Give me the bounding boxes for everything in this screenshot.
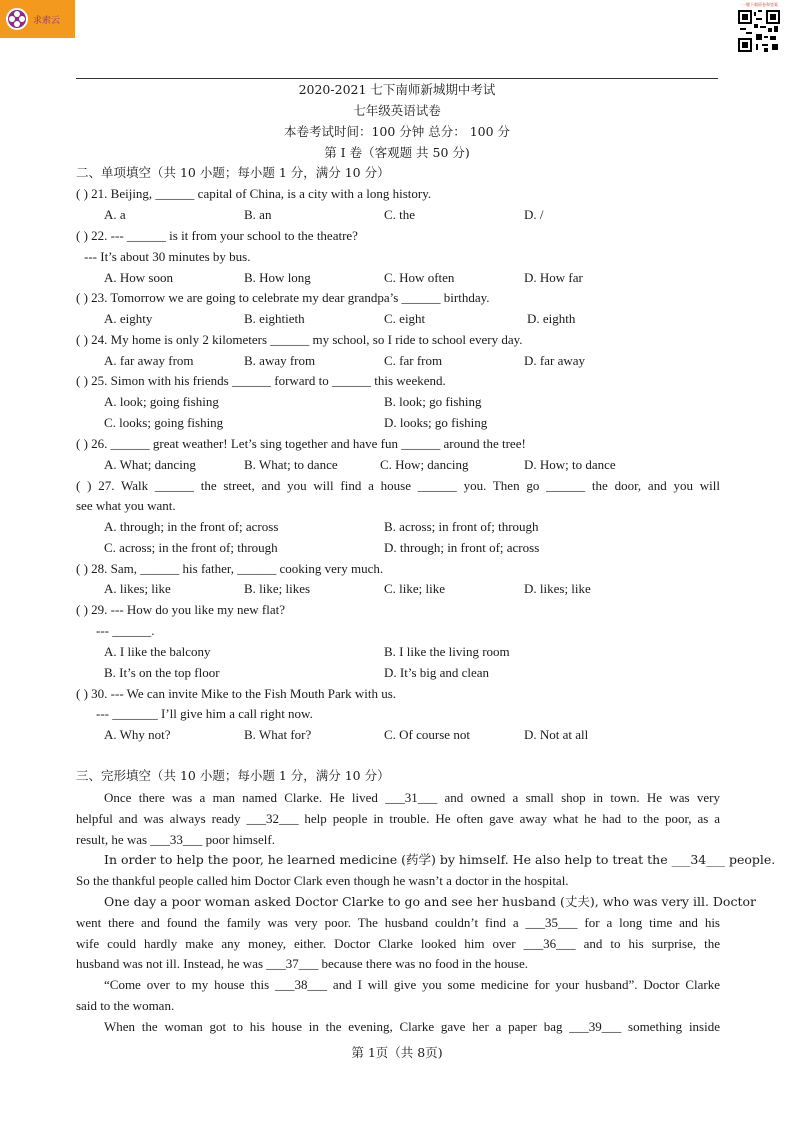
q24-option-d: D. far away <box>524 353 585 368</box>
logo-flower-icon <box>6 8 28 30</box>
header-rule <box>76 78 718 79</box>
q27-option-c: C. across; in the front of; through <box>104 540 278 555</box>
q30-option-d: D. Not at all <box>524 727 589 742</box>
q25-option-c: C. looks; going fishing <box>104 415 224 430</box>
question-22: ( ) 22. --- ______ is it from your school to the theatre? <box>76 228 358 243</box>
question-23: ( ) 23. Tomorrow we are going to celebrate my dear grandpa’s ______ birthday. <box>76 290 490 305</box>
cloze-line: wife could hardly make any money, either. Doctor Clarke looked him over ___36___ and to his surprise, the <box>76 936 720 951</box>
q24-option-c: C. far from <box>384 353 443 368</box>
q26-option-a: A. What; dancing <box>104 457 196 472</box>
q29-response: --- ______. <box>96 623 155 638</box>
q29-option-c: B. It’s on the top floor <box>104 665 220 680</box>
logo-text: 求索云 <box>33 15 61 26</box>
cloze-line: result, he was ___33___ poor himself. <box>76 832 275 847</box>
cloze-line: Once there was a man named Clarke. He lived ___31___ and owned a small shop in town. He was very <box>104 790 720 805</box>
cloze-line: So the thankful people called him Doctor Clark even though he wasn’t a doctor in the hospital. <box>76 873 569 888</box>
q22-option-d: D. How far <box>524 270 583 285</box>
q24-option-a: A. far away from <box>104 353 194 368</box>
q30-option-a: A. Why not? <box>104 727 171 742</box>
cloze-line: One day a poor woman asked Doctor Clarke to go and see her husband (丈夫), who was very ill. Doctor <box>104 894 756 909</box>
question-28: ( ) 28. Sam, ______ his father, ______ cooking very much. <box>76 561 384 576</box>
cloze-line: “Come over to my house this ___38___ and I will give you some medicine for your husband”. Doctor Clarke <box>104 977 720 992</box>
cloze-line: went there and found the family was very poor. The husband couldn’t find a ___35___ for a long time and his <box>76 915 720 930</box>
q23-option-a: A. eighty <box>104 311 153 326</box>
q23-option-b: B. eightieth <box>244 311 305 326</box>
cloze-line: helpful and was always ready ___32___ help people in trouble. He often gave away what he had to the poor, as a <box>76 811 720 826</box>
section-heading-single-choice: 二、单项填空（共 10 小题；每小题 1 分，满分 10 分） <box>76 165 390 180</box>
q29-option-b: B. I like the living room <box>384 644 510 659</box>
cloze-line: In order to help the poor, he learned medicine (药学) by himself. He also help to treat the ___34___ people. <box>104 852 776 867</box>
q28-option-b: B. like; likes <box>244 581 311 596</box>
question-24: ( ) 24. My home is only 2 kilometers ______ my school, so I ride to school every day. <box>76 332 523 347</box>
q27-option-b: B. across; in front of; through <box>384 519 539 534</box>
question-25: ( ) 25. Simon with his friends ______ forward to ______ this weekend. <box>76 373 446 388</box>
q30-option-c: C. Of course not <box>384 727 470 742</box>
q30-response: --- _______ I’ll give him a call right now. <box>96 706 313 721</box>
exam-title: 2020-2021 七下南师新城期中考试 <box>298 82 496 97</box>
part-heading: 第 I 卷（客观题 共 50 分) <box>324 145 470 160</box>
q25-option-b: B. look; go fishing <box>384 394 482 409</box>
section-heading-cloze: 三、完形填空（共 10 小题；每小题 1 分，满分 10 分） <box>76 768 390 783</box>
question-21: ( ) 21. Beijing, ______ capital of China, is a city with a long history. <box>76 186 432 201</box>
question-27-continued: see what you want. <box>76 498 176 513</box>
exam-time-score: 本卷考试时间：100 分钟 总分： 100 分 <box>283 124 511 139</box>
q25-option-d: D. looks; go fishing <box>384 415 488 430</box>
cloze-line: said to the woman. <box>76 998 175 1013</box>
q23-option-d: D. eighth <box>527 311 576 326</box>
q26-option-d: D. How; to dance <box>524 457 616 472</box>
q21-option-b: B. an <box>244 207 272 222</box>
question-29: ( ) 29. --- How do you like my new flat? <box>76 602 286 617</box>
q27-option-a: A. through; in the front of; across <box>104 519 279 534</box>
q21-option-c: C. the <box>384 207 416 222</box>
page-number: 第 1页（共 8页) <box>351 1045 443 1060</box>
q22-response: --- It’s about 30 minutes by bus. <box>84 249 251 264</box>
q24-option-b: B. away from <box>244 353 316 368</box>
q28-option-a: A. likes; like <box>104 581 171 596</box>
cloze-line: husband was not ill. Instead, he was ___37___ because there was no food in the house. <box>76 956 529 971</box>
exam-subtitle: 七年级英语试卷 <box>353 103 441 118</box>
q29-option-d: D. It’s big and clean <box>384 665 490 680</box>
q25-option-a: A. look; going fishing <box>104 394 219 409</box>
q22-option-c: C. How often <box>384 270 455 285</box>
q21-option-d: D. / <box>524 207 544 222</box>
q22-option-b: B. How long <box>244 270 311 285</box>
cloze-line: When the woman got to his house in the evening, Clarke gave her a paper bag ___39___ something inside <box>104 1019 720 1034</box>
q28-option-c: C. like; like <box>384 581 446 596</box>
question-30: ( ) 30. --- We can invite Mike to the Fish Mouth Park with us. <box>76 686 397 701</box>
q29-option-a: A. I like the balcony <box>104 644 211 659</box>
question-26: ( ) 26. ______ great weather! Let’s sing together and have fun ______ around the tree! <box>76 436 526 451</box>
q21-option-a: A. a <box>104 207 126 222</box>
qr-code-icon[interactable] <box>738 6 780 52</box>
q23-option-c: C. eight <box>384 311 426 326</box>
q26-option-c: C. How; dancing <box>380 457 469 472</box>
q28-option-d: D. likes; like <box>524 581 591 596</box>
q30-option-b: B. What for? <box>244 727 312 742</box>
brand-logo <box>0 0 75 38</box>
question-27: ( ) 27. Walk ______ the street, and you will find a house ______ you. Then go ______ the door, and you will <box>76 478 720 493</box>
q27-option-d: D. through; in front of; across <box>384 540 540 555</box>
q22-option-a: A. How soon <box>104 270 173 285</box>
q26-option-b: B. What; to dance <box>244 457 338 472</box>
qr-caption: 一键下载原卷和答案 <box>742 2 778 7</box>
